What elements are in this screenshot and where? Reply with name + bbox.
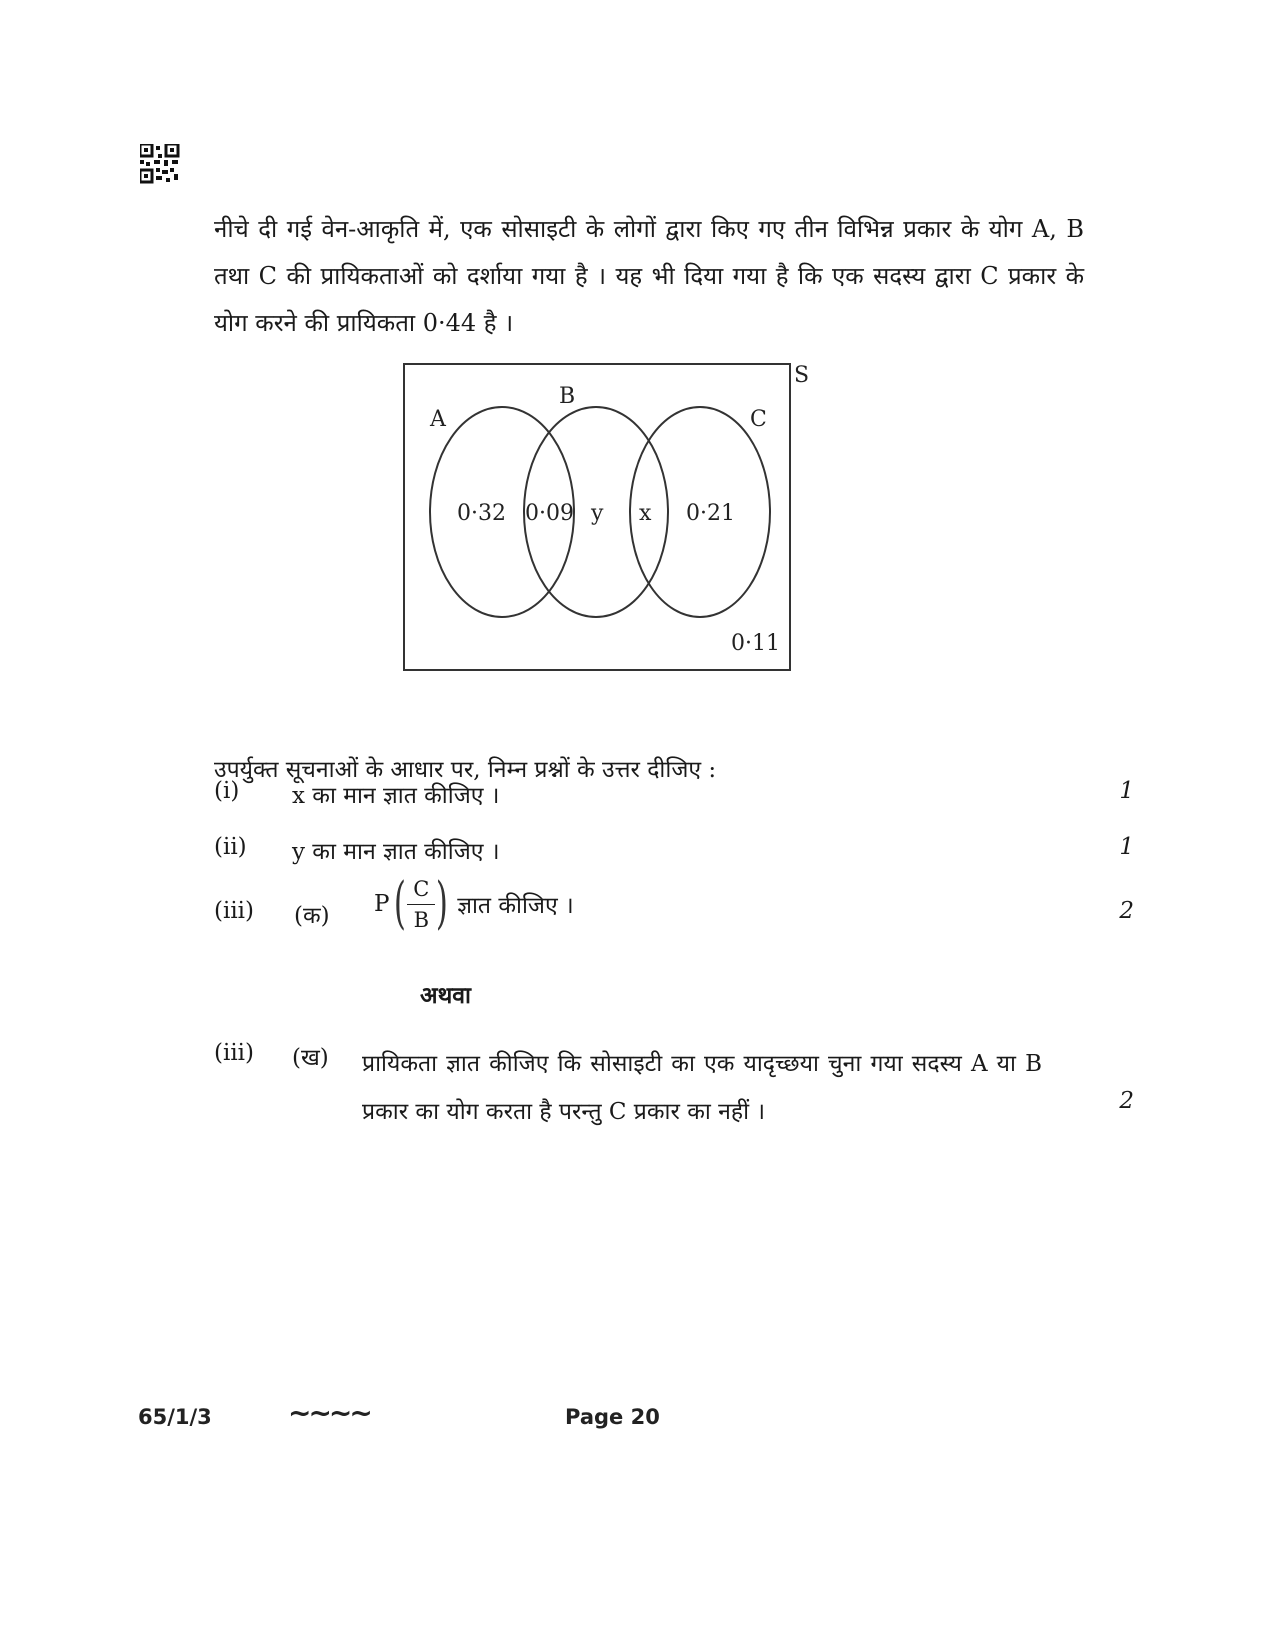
venn-diagram [400,360,860,710]
fraction-numerator: C [413,876,430,901]
question-marks: 2 [1119,898,1134,924]
region-b-and-c: x [639,501,652,526]
question-text: ज्ञात कीजिए । [457,893,574,919]
universe-label: S [794,363,810,388]
region-outside: 0·11 [731,631,780,656]
question-marks: 1 [1119,834,1134,860]
set-c-label: C [750,407,767,432]
question-expression [374,871,574,936]
question-ii [214,834,1134,874]
page-number: Page 20 [565,1405,660,1429]
conditional-fraction [407,877,435,932]
question-i [214,778,1134,818]
region-a-and-b: 0·09 [525,501,574,526]
question-number: (ii) [214,834,247,860]
qr-code-icon [140,144,180,184]
question-marks: 1 [1119,778,1134,804]
region-b-only: y [591,501,604,526]
set-a-label: A [430,407,446,432]
intro-paragraph: नीचे दी गई वेन-आकृति में, एक सोसाइटी के लोगों द्वारा किए गए तीन विभिन्न प्रकार के योग A, B तथा C की प्रायिकताओं को दर्शाया गया है । यह भी दिया गया है कि एक सदस्य द्वारा C प्रकार के योग करने की प्रायिकता 0·44 है । [214,215,1084,337]
question-number: (iii) [214,1040,255,1066]
question-text: प्रायिकता ज्ञात कीजिए कि सोसाइटी का एक यादृच्छया चुना गया सदस्य A या B प्रकार का योग करता है परन्तु C प्रकार का नहीं । [362,1051,1042,1125]
question-iii-ka [214,871,1134,938]
probability-symbol: P [374,891,390,917]
question-sub-number: (ख) [292,1045,329,1071]
question-marks: 2 [1119,1088,1134,1114]
question-text: x का मान ज्ञात कीजिए । [292,783,500,809]
paper-code: 65/1/3 [138,1405,212,1429]
or-label: अथवा [420,982,472,1009]
question-number: (iii) [214,898,255,924]
fraction-bar [407,904,435,905]
left-paren: ( [394,871,407,936]
question-number: (i) [214,778,240,804]
question-sub-number: (क) [294,903,330,929]
right-paren: ) [436,871,449,936]
set-b-label: B [559,384,576,409]
tilde-ornament: ~~~~ [288,1396,370,1429]
region-a-only: 0·32 [457,501,506,526]
questions-prompt: उपर्युक्त सूचनाओं के आधार पर, निम्न प्रश्नों के उत्तर दीजिए : [214,757,717,783]
question-text: y का मान ज्ञात कीजिए । [292,839,500,865]
region-c-only: 0·21 [686,501,735,526]
fraction-denominator: B [413,907,430,932]
